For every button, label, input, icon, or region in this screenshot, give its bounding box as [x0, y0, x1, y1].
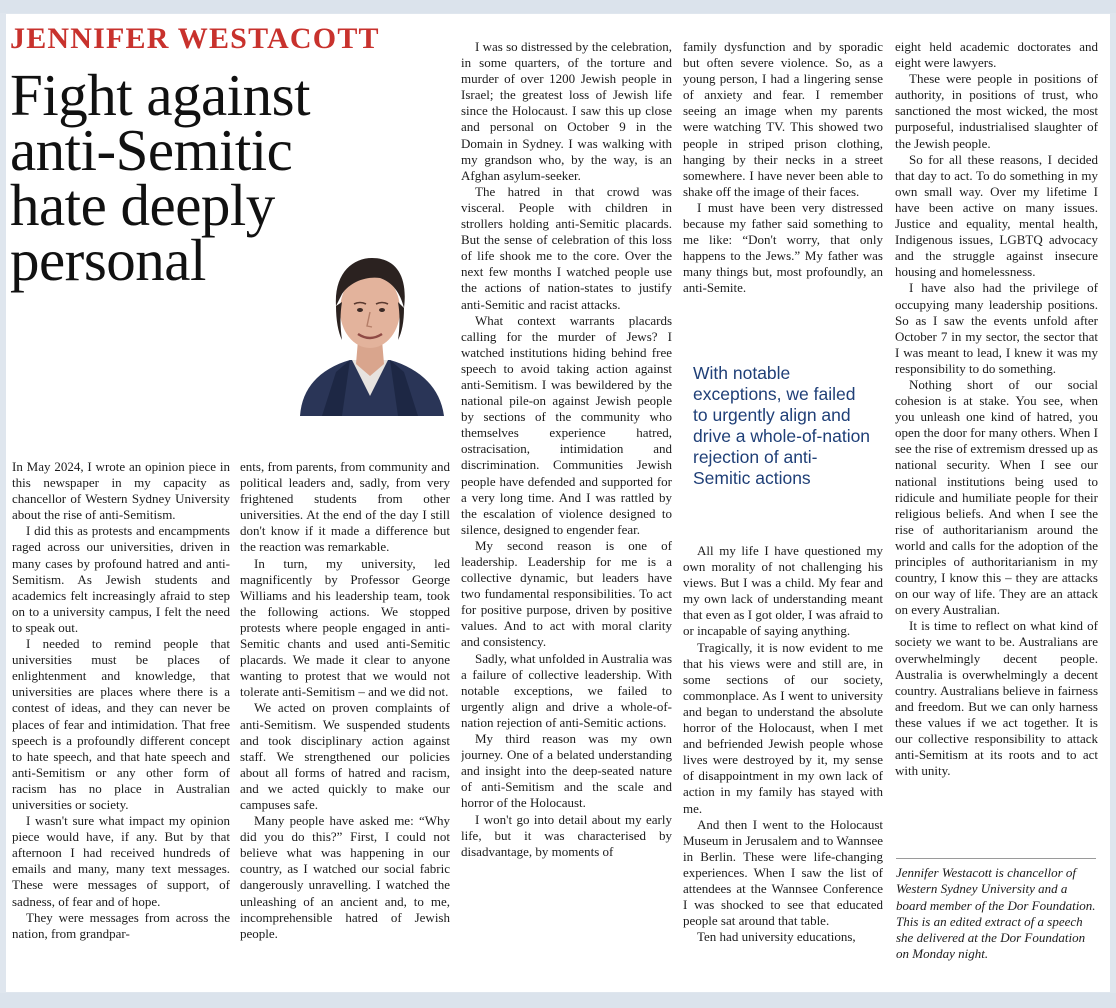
- headline-line: Fight against: [10, 62, 310, 128]
- paragraph: Ten had university educations,: [697, 929, 856, 945]
- paragraph: I was so distressed by the celebration, in some quarters, of the torture and murder of over 1200 Jewish people in Israel; the greatest loss of Jewish life since the Holocaust. I saw this up close and personal on October 9 in the Domain in Sydney. I was walking with my grandson who, by the way, is an Afghan asylum-seeker.: [461, 39, 672, 183]
- author-byline: JENNIFER WESTACOTT: [10, 22, 380, 55]
- paragraph: I did this as protests and encampments raged across our universities, driven in many cases by profound hatred and anti-Semitism. As Jewish students and academics felt increasingly afraid to step on to a university campus, I felt the need to speak out.: [12, 523, 230, 635]
- paragraph: They were messages from across the nation, from grandpar-: [12, 909, 230, 941]
- paragraph: All my life I have questioned my own morality of not challenging his views. But I was a child. My fear and my own lack of understanding meant that even as I got older, I was afraid to or incapable of saying anything.: [683, 543, 883, 639]
- paragraph: eight held academic doctorates and eight were lawyers.: [895, 39, 1098, 71]
- paragraph: I have also had the privilege of occupying many leadership positions. So as I saw the events unfold after October 7 in my sector, the sector that I was meant to lead, I knew it was my responsibility to do something.: [895, 280, 1098, 376]
- headline-line: hate deeply: [10, 172, 275, 238]
- article-column-2: [240, 459, 450, 987]
- paragraph: Nothing short of our social cohesion is at stake. You see, when you unleash one kind of hatred, you open the door for many others. When I see the rise of extremism dressed up as national security. When I see our national institutions being used to ridicule and humiliate people for their religious beliefs. And when I see the rise of authoritarianism around the world and calls for the adoption of the principles of authoritarianism in my country, I know this – they are attacks on our way of life. They are an attack on every Australian.: [895, 376, 1098, 618]
- scan-border-top: [0, 0, 1116, 13]
- paragraph: My third reason was my own journey. One of a belated understanding and insight into the deep-seated nature of anti-Semitism and the scale and horror of the Holocaust.: [461, 731, 672, 811]
- paragraph: I must have been very distressed because my father said something to me like: “Don't worry, that only happens to the Jews.” My father was many things but, most profoundly, an anti-Semite.: [683, 199, 883, 296]
- scan-border-bottom: [0, 993, 1116, 1008]
- paragraph: I wasn't sure what impact my opinion piece would have, if any. But by that afternoon I had received hundreds of emails and many, many text messages. These were messages of support, of sadness, of fear and of hope.: [12, 813, 230, 909]
- paragraph: In turn, my university, led magnificently by Professor George Williams and his leadership team, took the following actions. We stopped protests where people engaged in anti-Semitic chants and used anti-Semitic placards. We made it clear to anyone wanting to protest that we would not tolerate anti-Semitism – and we did not.: [240, 555, 450, 700]
- paragraph: In May 2024, I wrote an opinion piece in this newspaper in my capacity as chancellor of Western Sydney University about the rise of anti-Semitism.: [12, 459, 230, 523]
- article-column-4-top: [683, 39, 883, 343]
- paragraph: I needed to remind people that universities must be places of enlightenment and knowledge, that universities are places where there is a contest of ideas, and they can never be places of fear and intimidation. That free speech is a profoundly different concept to hate speech, and that hate speech and anti-Semitism or any other form of racism has no place in Australian universities or society.: [12, 636, 230, 812]
- paragraph: So for all these reasons, I decided that day to act. To do something in my own small way. Over my lifetime I have been active on many issues. Justice and equality, mental health, Indigenous issues, LGBTQ advocacy and the struggle against insecure housing and homelessness.: [895, 151, 1098, 280]
- paragraph: family dysfunction and by sporadic but often severe violence. So, as a young person, I had a lingering sense of anxiety and fear. I remember seeing an image when my parents were watching TV. This showed two people in striped prison clothing, hanging by their necks in a street somewhere. I have never been able to shake off the image of their faces.: [683, 39, 883, 199]
- headline-line: personal: [10, 227, 206, 293]
- paragraph: What context warrants placards calling for the murder of Jews? I watched institutions hiding behind free speech to avoid taking action against anti-Semitism. I was bewildered by the national pile-on against Jewish people by sections of the community who themselves experience hatred, ostracisation, intimidation and discrimination. Communities Jewish people have defended and supported for a very long time. And I was rattled by the escalation of violence designed to silence, designed to engender fear.: [461, 312, 672, 537]
- author-bio: Jennifer Westacott is chancellor of Western Sydney University and a board member of the Dor Foundation. This is an edited extract of a speech she delivered at the Dor Foundation on Monday night.: [896, 865, 1096, 962]
- paragraph: We acted on proven complaints of anti-Semitism. We suspended students and took disciplinary action against staff. We strengthened our policies about all forms of hatred and racism, and we acted quickly to make our campuses safe.: [240, 700, 450, 812]
- article-column-3: [461, 39, 672, 987]
- paragraph: And then I went to the Holocaust Museum in Jerusalem and to Wannsee in Berlin. These were life-changing experiences. When I saw the list of attendees at the Wannsee Conference I was shocked to see that educated people sat around that table.: [683, 816, 883, 929]
- pull-quote: With notable exceptions, we failed to urgently align and drive a whole-of-nation rejection of anti-Semitic actions: [693, 363, 871, 488]
- author-portrait: [292, 236, 448, 416]
- article-column-4-bottom: [683, 543, 883, 987]
- article-column-5: [895, 39, 1098, 853]
- paragraph: My second reason is one of leadership. Leadership for me is a collective dynamic, but leaders have two fundamental responsibilities. To act for positive purpose, driven by positive values. And to act with moral clarity and consistency.: [461, 537, 672, 650]
- paragraph: It is time to reflect on what kind of society we want to be. Australians are overwhelmingly decent people. Australia is overwhelmingly a decent country. Australians believe in fairness and freedom. But we can only harness these values if we act together. It is our collective responsibility to attack anti-Semitism at its roots and to act with unity.: [895, 618, 1098, 779]
- paragraph: The hatred in that crowd was visceral. People with children in strollers holding anti-Semitic placards. But the sense of celebration of this loss of life shook me to the core. Over the next few months I watched people use the actions of nation-states to justify anti-Semitic and racist attacks.: [461, 183, 672, 312]
- paragraph: I won't go into detail about my early life, but it was characterised by disadvantage, by moments of: [461, 811, 672, 859]
- paragraph: These were people in positions of authority, in positions of trust, who sanctioned the most wicked, the most purposeful, industrialised slaughter of the Jewish people.: [895, 71, 1098, 151]
- paragraph: Tragically, it is now evident to me that his views were and still are, in some sections of our society, commonplace. As I went to university and began to understand the absolute horror of the Holocaust, when I met and befriended Jewish people whose lives were destroyed by it, my sense of disappointment in my own lack of action in my family has stayed with me.: [683, 639, 883, 816]
- headline-line: anti-Semitic: [10, 117, 293, 183]
- article-column-1: [12, 459, 230, 987]
- bio-divider: [896, 858, 1096, 859]
- paragraph: ents, from parents, from community and political leaders and, sadly, from very frightened students from other universities. At the end of the day I still don't know if it made a difference but the reaction was remarkable.: [240, 459, 450, 555]
- paragraph: Sadly, what unfolded in Australia was a failure of collective leadership. With notable exceptions, we failed to urgently align and drive a whole-of-nation rejection of anti-Semitic actions.: [461, 650, 672, 730]
- paragraph: Many people have asked me: “Why did you do this?” First, I could not believe what was happening in our country, as I watched our social fabric dangerously unravelling. I watched the unleashing of an ancient and, to me, incomprehensible hatred of Jewish people.: [240, 813, 450, 941]
